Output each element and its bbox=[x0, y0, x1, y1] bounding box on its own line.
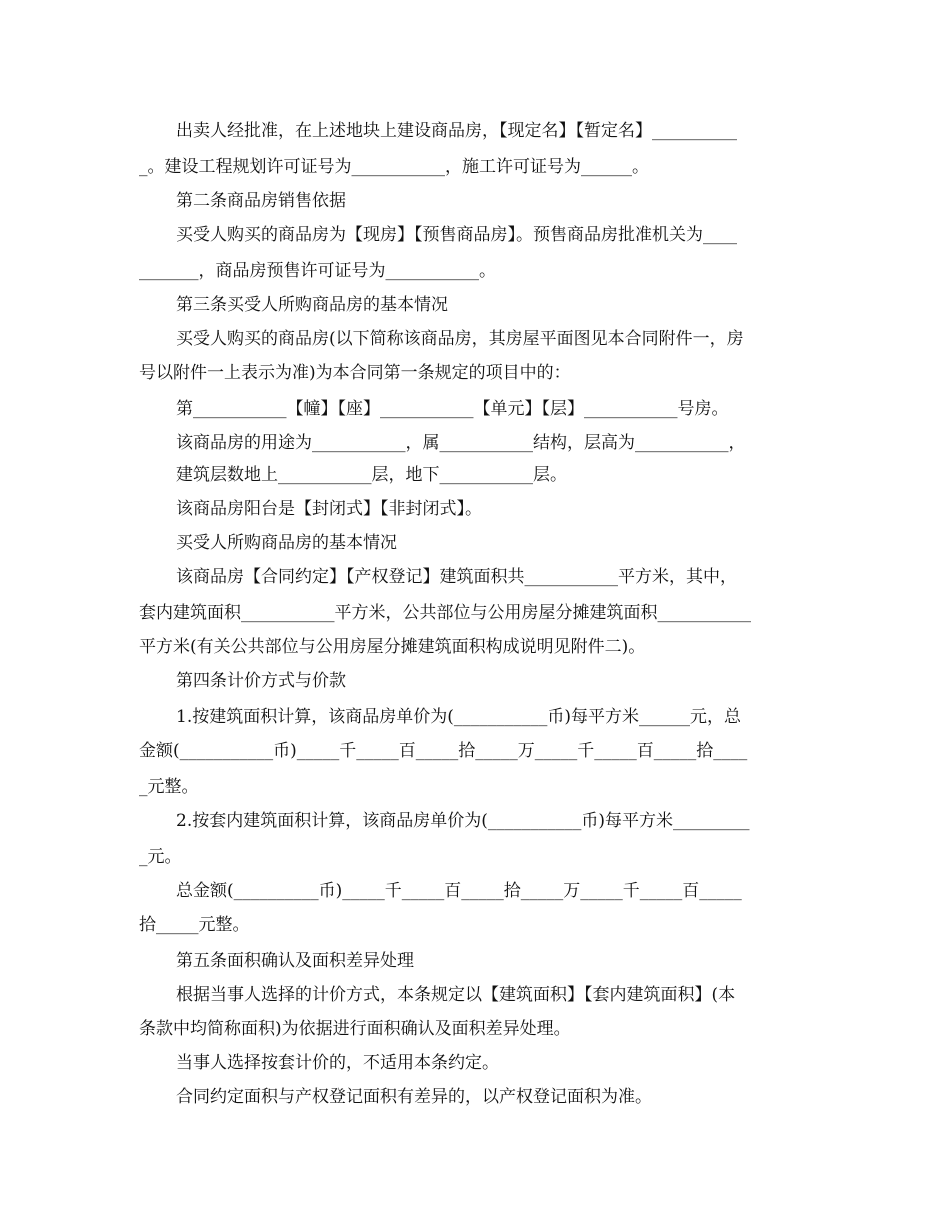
paragraph-line: _元整。 bbox=[139, 777, 199, 797]
paragraph-line: 号以附件一上表示为准)为本合同第一条规定的项目中的： bbox=[139, 363, 571, 383]
paragraph-line: 平方米(有关公共部位与公用房屋分摊建筑面积构成说明见附件二)。 bbox=[139, 637, 646, 657]
paragraph-line: 该商品房阳台是【封闭式】【非封闭式】。 bbox=[176, 499, 482, 519]
paragraph-line: 该商品房【合同约定】【产权登记】建筑面积共___________平方米，其中， bbox=[176, 567, 737, 587]
paragraph-line: 总金额(__________币)_____千_____百_____拾_____万_____千_____百_____ bbox=[176, 881, 742, 901]
paragraph-line: _元。 bbox=[139, 847, 182, 867]
section-heading: 第二条商品房销售依据 bbox=[176, 191, 346, 211]
paragraph-line: 当事人选择按套计价的，不适用本条约定。 bbox=[176, 1053, 499, 1073]
paragraph-line: _。建设工程规划许可证号为___________，施工许可证号为______。 bbox=[139, 157, 649, 177]
paragraph-line: 1.按建筑面积计算，该商品房单价为(___________币)每平方米______元，总 bbox=[176, 707, 741, 727]
paragraph-line: 金额(___________币)_____千_____百_____拾_____万_____千_____百_____拾____ bbox=[139, 741, 748, 761]
paragraph-line: 出卖人经批准，在上述地块上建设商品房，【现定名】【暂定名】__________ bbox=[176, 121, 737, 141]
section-heading: 买受人所购商品房的基本情况 bbox=[176, 533, 397, 553]
paragraph-line: 第___________【幢】【座】___________【单元】【层】___________号房。 bbox=[176, 399, 729, 419]
paragraph-line: 2.按套内建筑面积计算，该商品房单价为(___________币)每平方米_________ bbox=[176, 811, 750, 831]
paragraph-line: 建筑层数地上___________层，地下___________层。 bbox=[176, 465, 567, 485]
section-heading: 第五条面积确认及面积差异处理 bbox=[176, 951, 414, 971]
paragraph-line: 买受人购买的商品房(以下简称该商品房，其房屋平面图见本合同附件一，房 bbox=[176, 329, 744, 349]
paragraph-line: _______，商品房预售许可证号为___________。 bbox=[139, 261, 496, 281]
paragraph-line: 条款中均简称面积)为依据进行面积确认及面积差异处理。 bbox=[139, 1019, 571, 1039]
section-heading: 第三条买受人所购商品房的基本情况 bbox=[176, 295, 448, 315]
section-heading: 第四条计价方式与价款 bbox=[176, 671, 346, 691]
paragraph-line: 买受人购买的商品房为【现房】【预售商品房】。预售商品房批准机关为____ bbox=[176, 225, 737, 245]
paragraph-line: 拾_____元整。 bbox=[139, 915, 250, 935]
paragraph-line: 根据当事人选择的计价方式，本条规定以【建筑面积】【套内建筑面积】(本 bbox=[176, 985, 736, 1005]
paragraph-line: 合同约定面积与产权登记面积有差异的，以产权登记面积为准。 bbox=[176, 1087, 652, 1107]
paragraph-line: 该商品房的用途为___________，属___________结构，层高为___________， bbox=[176, 433, 746, 453]
paragraph-line: 套内建筑面积___________平方米，公共部位与公用房屋分摊建筑面积___________ bbox=[139, 603, 751, 623]
